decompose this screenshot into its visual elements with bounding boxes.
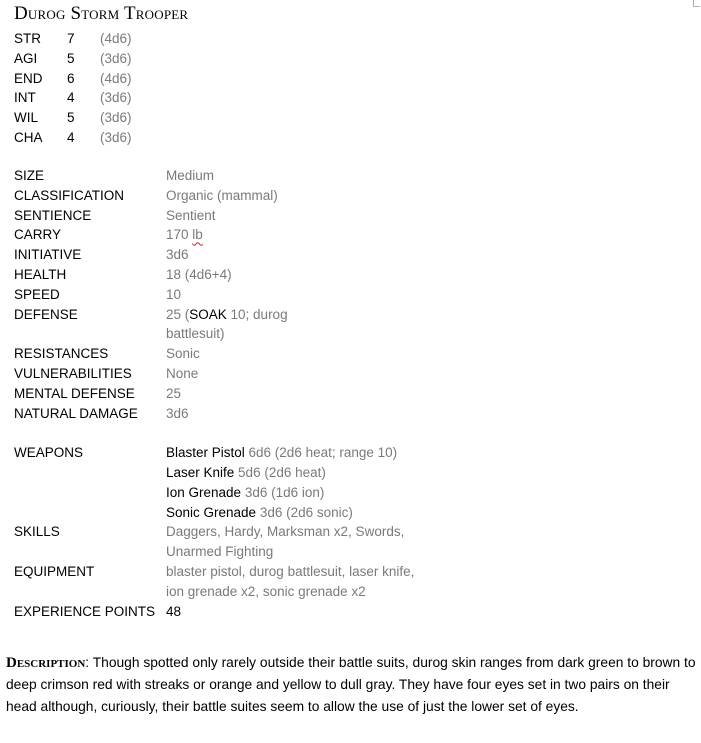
- description-text: : Though spotted only rarely outside their battle suits, durog skin ranges from dark green to brown to deep crimson red with streaks or orange and yellow to dull gray. They have four eyes set in two pairs on their head although, curiously, their battle suites seem to allow the use of just the lower set of eyes.: [6, 655, 696, 714]
- prop-value: None: [166, 365, 199, 381]
- prop-row-carry: [14, 225, 484, 245]
- stat-name: AGI: [14, 50, 38, 66]
- prop-label: INITIATIVE: [14, 247, 82, 263]
- stat-name: CHA: [14, 129, 43, 145]
- stat-value: 4: [67, 129, 75, 145]
- prop-value: Medium: [166, 168, 215, 183]
- stat-name: WIL: [14, 110, 39, 126]
- skills-line-1: Daggers, Hardy, Marksman x2, Swords,: [166, 524, 405, 540]
- prop-value: 18 (4d6+4): [166, 266, 232, 282]
- prop-label: RESISTANCES: [14, 346, 109, 362]
- prop-row-vulnerabilities: [14, 364, 484, 384]
- stat-dice: (4d6): [100, 31, 132, 46]
- stat-value: 5: [67, 50, 75, 66]
- prop-value: 3d6: [166, 405, 189, 421]
- prop-label: MENTAL DEFENSE: [14, 385, 135, 401]
- defense-line-2: battlesuit): [166, 326, 225, 342]
- prop-row-classification: [14, 186, 484, 206]
- stat-value: 7: [67, 31, 75, 46]
- prop-label: SENTIENCE: [14, 207, 92, 223]
- weapon-entry: [166, 463, 397, 483]
- weapon-name: Ion Grenade: [166, 484, 242, 500]
- weapon-name: Blaster Pistol: [166, 445, 245, 461]
- prop-value: [166, 305, 288, 345]
- prop-value: Sonic: [166, 346, 200, 362]
- stat-dice: (3d6): [100, 110, 132, 126]
- prop-row-speed: [14, 285, 484, 305]
- prop-label: WEAPONS: [14, 445, 84, 461]
- weapon-stats: 5d6 (2d6 heat): [234, 464, 326, 480]
- description-label: Description: [6, 655, 86, 671]
- prop-row-equipment: [14, 562, 484, 602]
- prop-value: Organic (mammal): [166, 187, 278, 203]
- prop-label: EQUIPMENT: [14, 563, 95, 579]
- weapon-entry: [166, 443, 397, 463]
- stat-value: 6: [67, 70, 75, 86]
- prop-row-size: [14, 166, 484, 186]
- prop-label: EXPERIENCE POINTS: [14, 603, 156, 619]
- prop-row-natural-damage: [14, 404, 484, 424]
- prop-label: SPEED: [14, 286, 60, 302]
- skills-line-2: Unarmed Fighting: [166, 544, 274, 560]
- weapon-stats: 3d6 (1d6 ion): [241, 484, 325, 500]
- defense-value: 25 (: [166, 306, 190, 322]
- weapon-stats: 6d6 (2d6 heat; range 10): [244, 445, 398, 461]
- prop-label: NATURAL DAMAGE: [14, 405, 138, 421]
- prop-row-defense: [14, 305, 484, 345]
- prop-value: Sentient: [166, 207, 216, 223]
- carry-unit: lb: [192, 227, 203, 243]
- stat-name: END: [14, 70, 43, 86]
- prop-value: 3d6: [166, 247, 189, 263]
- weapon-entry: [166, 483, 397, 503]
- equipment-line-1: blaster pistol, durog battlesuit, laser knife,: [166, 563, 415, 579]
- weapon-name: Laser Knife: [166, 464, 235, 480]
- page-corner-mark: [693, 0, 700, 7]
- prop-value: [166, 225, 203, 245]
- stat-name: INT: [14, 90, 36, 106]
- soak-label: SOAK: [189, 306, 227, 322]
- prop-label: SKILLS: [14, 524, 60, 540]
- prop-row-mental-defense: [14, 384, 484, 404]
- defense-soak-rest: 10; durog: [226, 306, 288, 322]
- weapons-list: [166, 443, 397, 522]
- prop-row-resistances: [14, 344, 484, 364]
- equipment-list: [166, 562, 414, 602]
- stat-dice: (3d6): [100, 50, 132, 66]
- skills-list: [166, 522, 404, 562]
- prop-label: SIZE: [14, 168, 45, 183]
- stat-dice: (3d6): [100, 129, 132, 145]
- prop-row-weapons: [14, 443, 484, 522]
- prop-label: DEFENSE: [14, 306, 78, 322]
- stat-value: 4: [67, 90, 75, 106]
- defense-line-1: [166, 305, 288, 325]
- description-paragraph: [6, 652, 696, 718]
- carry-amount: 170: [166, 227, 189, 243]
- prop-value: 25: [166, 385, 182, 401]
- spacer: [14, 423, 484, 443]
- equipment-line-2: ion grenade x2, sonic grenade x2: [166, 583, 366, 599]
- stat-dice: (4d6): [100, 70, 132, 86]
- weapon-entry: [166, 503, 397, 523]
- property-block: [14, 166, 484, 621]
- stat-dice: (3d6): [100, 90, 132, 106]
- prop-label: CLASSIFICATION: [14, 187, 125, 203]
- prop-row-experience: [14, 602, 484, 622]
- creature-title: Durog Storm Trooper: [14, 3, 189, 24]
- prop-row-sentience: [14, 206, 484, 226]
- experience-value: 48: [166, 603, 182, 619]
- prop-row-health: [14, 265, 484, 285]
- prop-row-initiative: [14, 245, 484, 265]
- prop-row-skills: [14, 522, 484, 562]
- stat-name: STR: [14, 31, 41, 46]
- prop-label: HEALTH: [14, 266, 67, 282]
- stat-value: 5: [67, 110, 75, 126]
- prop-label: VULNERABILITIES: [14, 365, 132, 381]
- weapon-stats: 3d6 (2d6 sonic): [256, 504, 353, 520]
- weapon-name: Sonic Grenade: [166, 504, 257, 520]
- prop-label: CARRY: [14, 227, 62, 243]
- prop-value: 10: [166, 286, 182, 302]
